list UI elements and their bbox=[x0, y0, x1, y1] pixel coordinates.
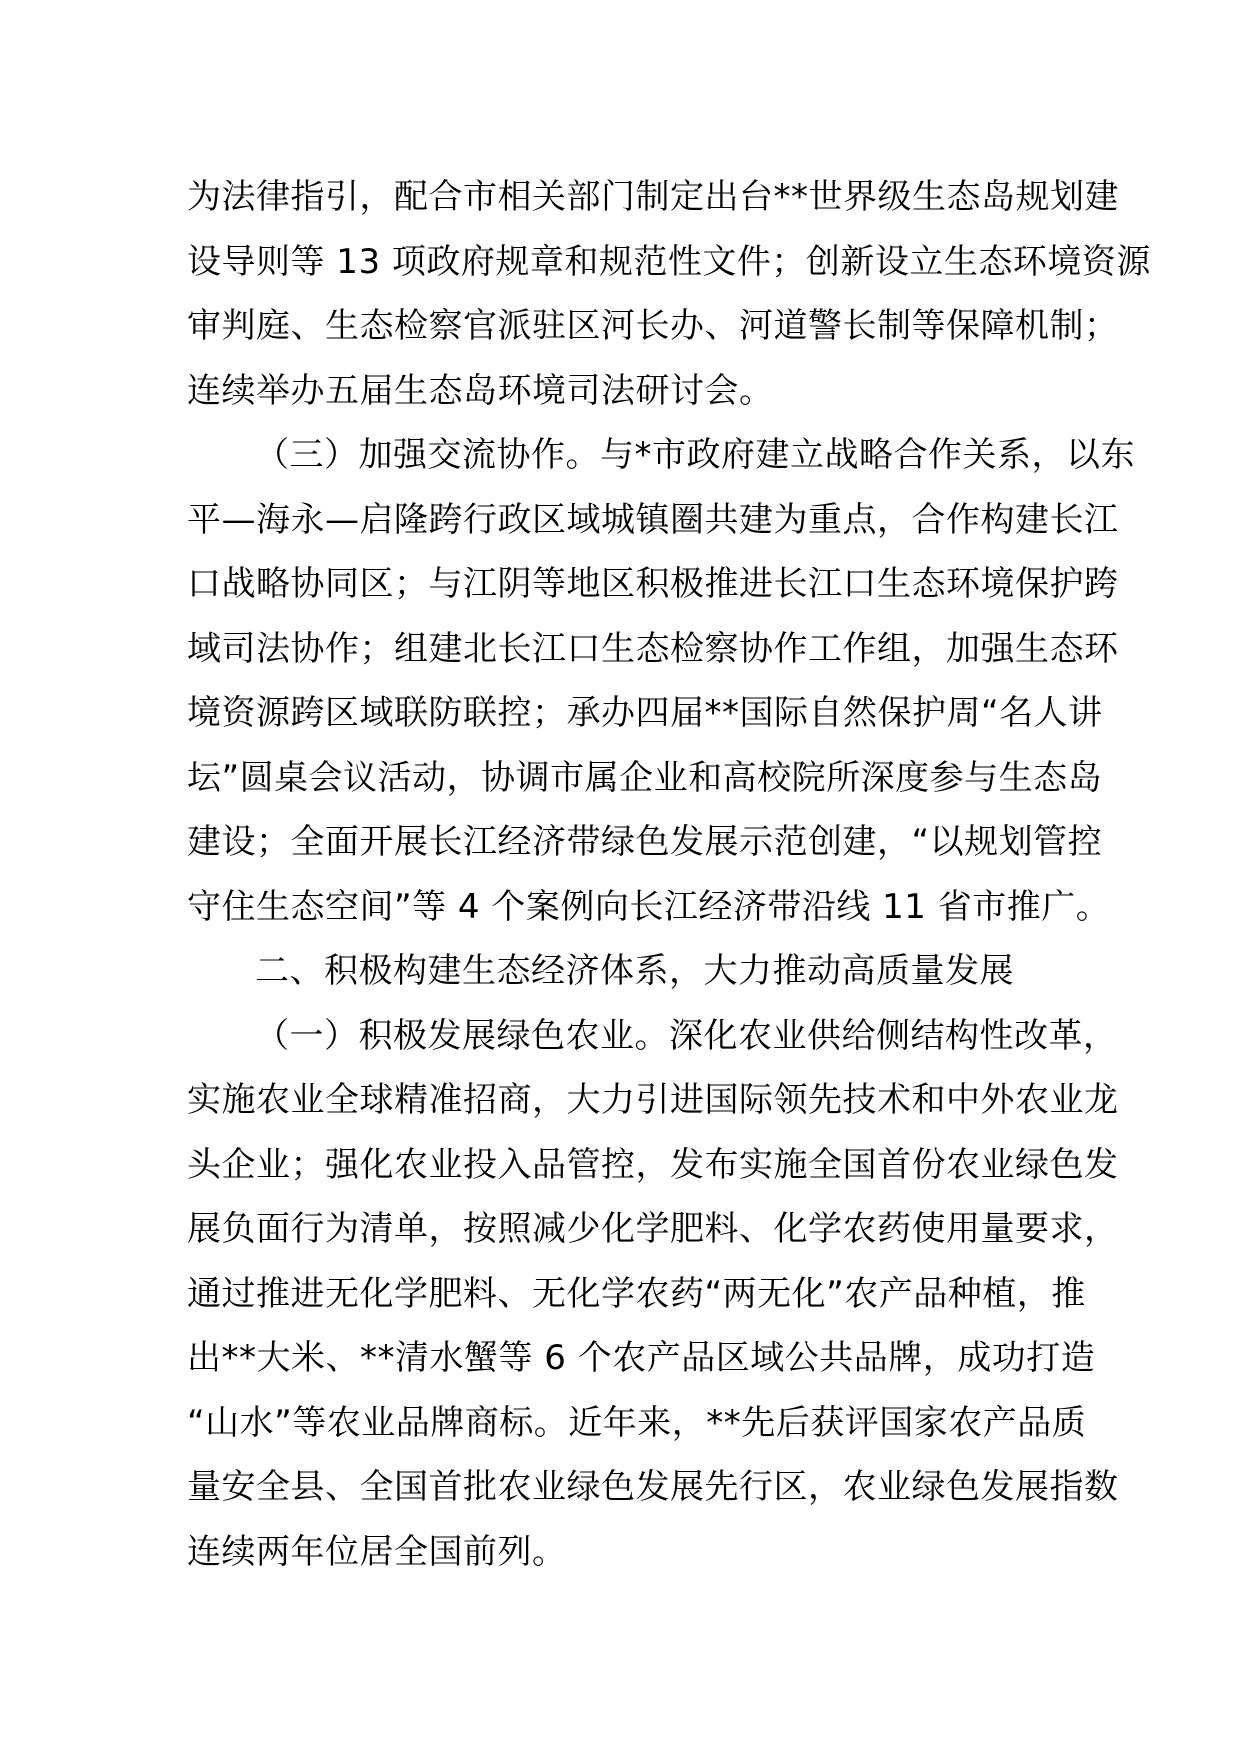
text-line: “山水”等农业品牌商标。近年来，**先后获评国家农产品质 bbox=[187, 1402, 1087, 1443]
text-line: 实施农业全球精准招商，大力引进国际领先技术和中外农业龙 bbox=[187, 1080, 1119, 1120]
text-line: 连续两年位居全国前列。 bbox=[187, 1531, 567, 1572]
text-line: 头企业；强化农业投入品管控，发布实施全国首份农业绿色发 bbox=[187, 1144, 1119, 1185]
text-line: 坛”圆桌会议活动，协调市属企业和高校院所深度参与生态岛 bbox=[187, 757, 1103, 798]
text-line: 域司法协作；组建北长江口生态检察协作工作组，加强生态环 bbox=[187, 628, 1119, 669]
document-page bbox=[187, 165, 1151, 1584]
text-line: 建设；全面开展长江经济带绿色发展示范创建，“以规划管控 bbox=[187, 822, 1103, 862]
text-line: 口战略协同区；与江阴等地区积极推进长江口生态环境保护跨 bbox=[187, 564, 1119, 604]
text-line: 展负面行为清单，按照减少化学肥料、化学农药使用量要求， bbox=[187, 1209, 1119, 1249]
text-line: 守住生态空间”等 4 个案例向长江经济带沿线 11 省市推广。 bbox=[187, 886, 1111, 927]
text-line: （一）积极发展绿色农业。深化农业供给侧结构性改革， bbox=[255, 1015, 1118, 1056]
text-line: 连续举办五届生态岛环境司法研讨会。 bbox=[187, 370, 774, 411]
text-line: 出**大米、**清水蟹等 6 个农产品区域公共品牌，成功打造 bbox=[187, 1338, 1096, 1378]
section-heading: 二、积极构建生态经济体系，大力推动高质量发展 bbox=[255, 951, 1014, 991]
text-line: 境资源跨区域联防联控；承办四届**国际自然保护周“名人讲 bbox=[187, 693, 1103, 733]
text-line: 审判庭、生态检察官派驻区河长办、河道警长制等保障机制； bbox=[187, 306, 1119, 346]
text-line: 通过推进无化学肥料、无化学农药“两无化”农产品种植，推 bbox=[187, 1273, 1086, 1314]
text-line: （三）加强交流协作。与*市政府建立战略合作关系，以东 bbox=[255, 435, 1135, 475]
text-line: 平—海永—启隆跨行政区域城镇圈共建为重点，合作构建长江 bbox=[187, 499, 1119, 540]
text-line: 设导则等 13 项政府规章和规范性文件；创新设立生态环境资源 bbox=[187, 241, 1151, 282]
text-line: 量安全县、全国首批农业绿色发展先行区，农业绿色发展指数 bbox=[187, 1467, 1119, 1507]
text-line: 为法律指引，配合市相关部门制定出台**世界级生态岛规划建 bbox=[187, 177, 1119, 217]
